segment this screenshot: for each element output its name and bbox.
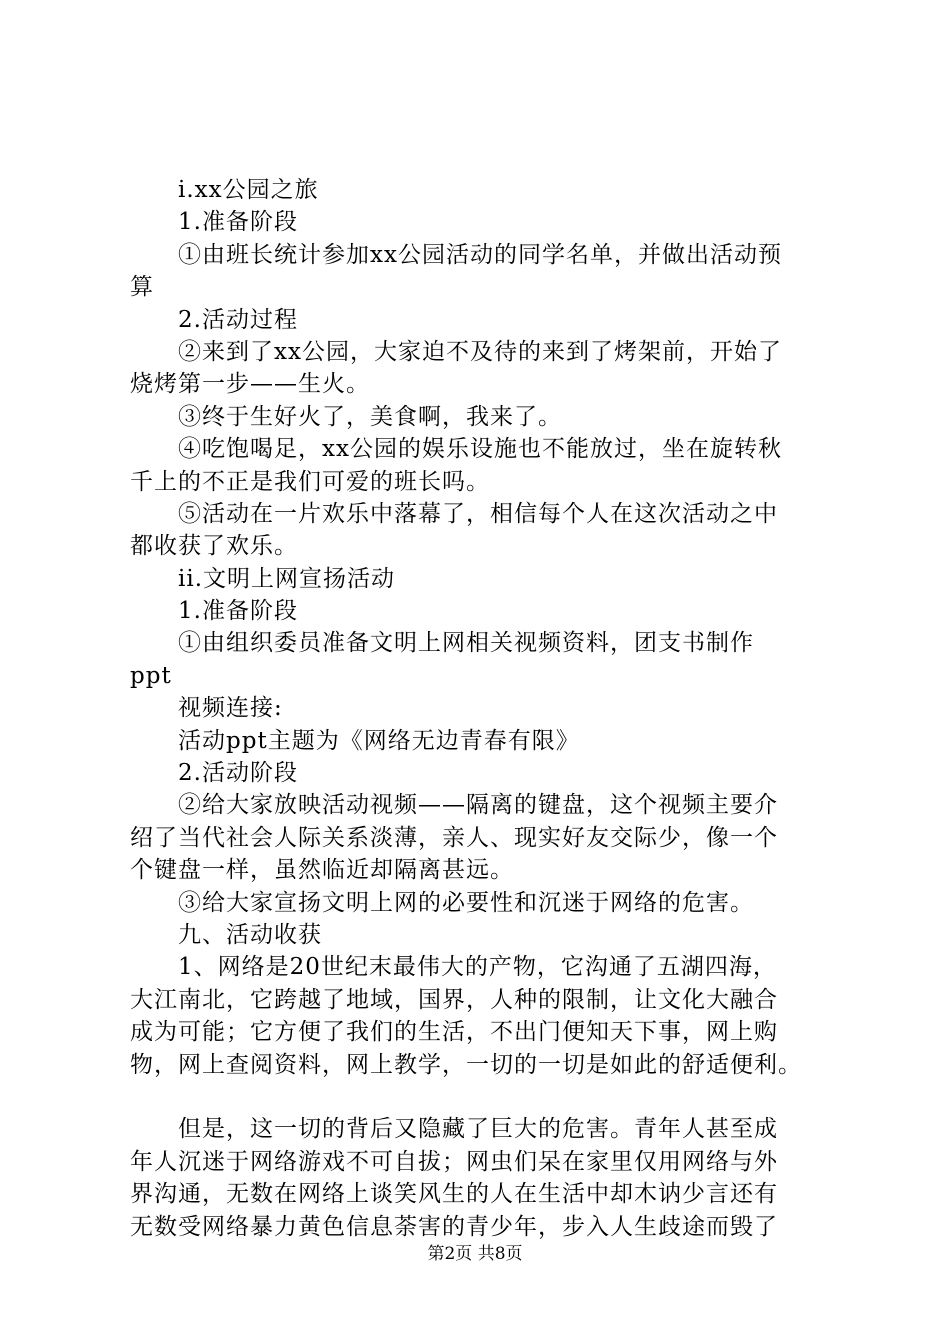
text-line: i.xx公园之旅 (178, 177, 319, 203)
text-line: 年人沉迷于网络游戏不可自拔；网虫们呆在家里仅用网络与外 (130, 1148, 778, 1175)
text-line: 1.准备阶段 (178, 209, 298, 236)
text-line: 个键盘一样，虽然临近却隔离甚远。 (130, 857, 514, 884)
text-line: 都收获了欢乐。 (130, 533, 298, 560)
page-footer: 第2页 共8页 (427, 1244, 523, 1264)
text-line: ⑤活动在一片欢乐中落幕了，相信每个人在这次活动之中 (178, 500, 778, 527)
text-line: 2.活动过程 (178, 306, 298, 333)
text-line: 绍了当代社会人际关系淡薄，亲人、现实好友交际少，像一个 (130, 824, 778, 851)
blank-line (130, 1081, 830, 1113)
document-body (130, 174, 830, 1243)
text-line: ②来到了xx公园，大家迫不及待的来到了烤架前，开始了 (178, 338, 782, 365)
text-line: ①由班长统计参加xx公园活动的同学名单，并做出活动预 (178, 241, 782, 268)
text-line: 大江南北，它跨越了地域，国界，人种的限制，让文化大融合 (130, 986, 778, 1013)
text-line: 活动ppt主题为《网络无边青春有限》 (178, 727, 580, 754)
text-line: 九、活动收获 (178, 921, 322, 948)
text-line: ②给大家放映活动视频——隔离的键盘，这个视频主要介 (178, 792, 778, 819)
text-line: 无数受网络暴力黄色信息荼害的青少年，步入人生歧途而毁了 (130, 1213, 778, 1240)
text-line: 视频连接: (178, 695, 283, 722)
text-line: 2.活动阶段 (178, 760, 298, 787)
text-line: ③终于生好火了，美食啊，我来了。 (178, 403, 562, 430)
text-line: 1.准备阶段 (178, 598, 298, 625)
text-line: ①由组织委员准备文明上网相关视频资料，团支书制作 (178, 630, 754, 657)
text-line: 算 (130, 274, 154, 301)
text-line: 烧烤第一步——生火。 (130, 371, 370, 398)
text-line: 物，网上查阅资料，网上教学，一切的一切是如此的舒适便利。 (130, 1051, 802, 1078)
text-line: 界沟通，无数在网络上谈笑风生的人在生活中却木讷少言还有 (130, 1181, 778, 1208)
text-line: ④吃饱喝足，xx公园的娱乐设施也不能放过，坐在旋转秋 (178, 436, 782, 463)
text-line: 成为可能；它方便了我们的生活，不出门便知天下事，网上购 (130, 1019, 778, 1046)
text-line: 但是，这一切的背后又隐藏了巨大的危害。青年人甚至成 (178, 1116, 778, 1143)
text-line: 千上的不正是我们可爱的班长吗。 (130, 468, 490, 495)
text-line: ③给大家宣扬文明上网的必要性和沉迷于网络的危害。 (178, 889, 754, 916)
text-line: 1、网络是20世纪末最伟大的产物，它沟通了五湖四海， (178, 954, 777, 981)
text-line: ppt (130, 662, 172, 689)
text-line: ii.文明上网宣扬活动 (178, 565, 396, 592)
